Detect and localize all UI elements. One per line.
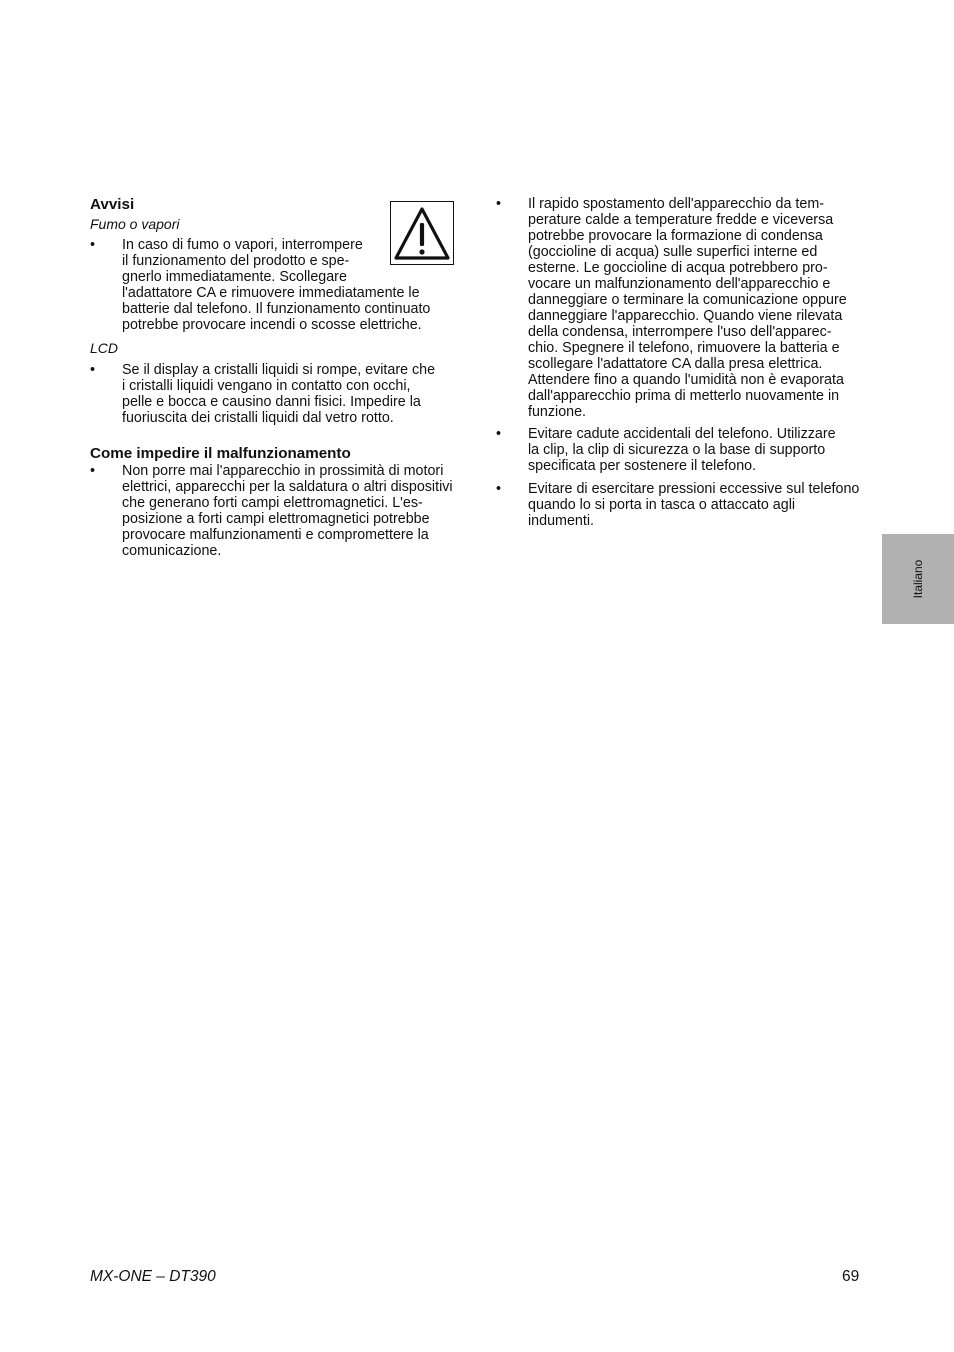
text-line: elettrici, apparecchi per la saldatura o altri dispositivi [122, 479, 453, 495]
text-line: la clip, la clip di sicurezza o la base di supporto [528, 442, 826, 458]
language-label: Italiano [911, 559, 925, 599]
text-line: Evitare di esercitare pressioni eccessive sul telefono [528, 481, 860, 497]
text-line: provocare malfunzionamenti e compromettere la [122, 527, 429, 543]
text-line: comunicazione. [122, 543, 222, 559]
text-line: Attendere fino a quando l'umidità non è evaporata [528, 372, 844, 388]
text-line: scollegare l'adattatore CA dalla presa elettrica. [528, 356, 823, 372]
lcd-bullet [90, 362, 456, 426]
text-line: gnerlo immediatamente. Scollegare [122, 269, 347, 285]
text-line: della condensa, interrompere l'uso dell'apparec- [528, 324, 832, 340]
text-line: batterie dal telefono. Il funzionamento continuato [122, 301, 431, 317]
text-line: vocare un malfunzionamento dell'apparecchio e [528, 276, 831, 292]
page-number: 69 [842, 1268, 860, 1285]
malfunction-bullet [90, 463, 456, 559]
left-column [90, 196, 456, 559]
text-line: perature calde a temperature fredde e viceversa [528, 212, 834, 228]
smoke-bullet [90, 237, 456, 333]
text-line: quando lo si porta in tasca o attaccato agli [528, 497, 796, 513]
text-line: In caso di fumo o vapori, interrompere [122, 237, 363, 253]
text-line: indumenti. [528, 513, 594, 529]
bullet-dot: • [90, 463, 96, 479]
malfunction-heading: Come impedire il malfunzionamento [90, 445, 351, 462]
text-line: Evitare cadute accidentali del telefono. Utilizzare [528, 426, 836, 442]
text-line: danneggiare o terminare la comunicazione oppure [528, 292, 847, 308]
text-line: potrebbe provocare la formazione di condensa [528, 228, 823, 244]
text-line: potrebbe provocare incendi o scosse elettriche. [122, 317, 422, 333]
text-line: che generano forti campi elettromagnetici. L'es- [122, 495, 423, 511]
text-line: Se il display a cristalli liquidi si rompe, evitare che [122, 362, 436, 378]
drop-bullet [496, 426, 864, 474]
text-line: funzione. [528, 404, 587, 420]
text-line: Non porre mai l'apparecchio in prossimità di motori [122, 463, 444, 479]
condensation-bullet [496, 196, 864, 420]
footer-product: MX-ONE – DT390 [90, 1268, 216, 1285]
text-line: posizione a forti campi elettromagnetici potrebbe [122, 511, 430, 527]
text-line: specificata per sostenere il telefono. [528, 458, 757, 474]
text-line: danneggiare l'apparecchio. Quando viene rilevata [528, 308, 843, 324]
text-line: dall'apparecchio prima di metterlo nuovamente in [528, 388, 840, 404]
bullet-dot: • [496, 196, 502, 212]
text-line: esterne. Le goccioline di acqua potrebbero pro- [528, 260, 828, 276]
bullet-dot: • [496, 481, 502, 497]
text-line: (goccioline di acqua) sulle superfici interne ed [528, 244, 818, 260]
text-line: Il rapido spostamento dell'apparecchio da tem- [528, 196, 824, 212]
bullet-dot: • [90, 362, 96, 378]
text-line: fuoriuscita dei cristalli liquidi dal vetro rotto. [122, 410, 394, 426]
lcd-subheading: LCD [90, 340, 119, 356]
text-line: il funzionamento del prodotto e spe- [122, 253, 350, 269]
language-side-tab [882, 534, 954, 624]
pressure-bullet [496, 481, 864, 529]
text-line: pelle e bocca e causino danni fisici. Impedire la [122, 394, 421, 410]
text-line: l'adattatore CA e rimuovere immediatamente le [122, 285, 420, 301]
smoke-subheading: Fumo o vapori [90, 216, 180, 232]
right-column [496, 196, 864, 529]
text-line: i cristalli liquidi vengano in contatto con occhi, [122, 378, 411, 394]
warnings-heading: Avvisi [90, 196, 135, 213]
bullet-dot: • [496, 426, 502, 442]
bullet-dot: • [90, 237, 96, 253]
text-line: chio. Spegnere il telefono, rimuovere la batteria e [528, 340, 840, 356]
